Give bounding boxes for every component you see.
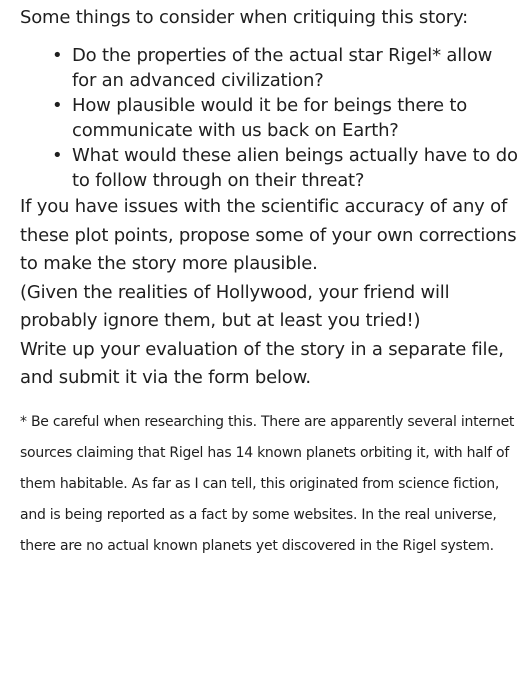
hollywood-paragraph: (Given the realities of Hollywood, your friend will probably ignore them, but at least you tried!) — [20, 281, 450, 331]
bullet-icon: • — [52, 145, 63, 166]
list-item — [52, 143, 520, 193]
list-item-text: Do the properties of the actual star Rigel* allow for an advanced civilization? — [72, 45, 493, 91]
intro-text: Some things to consider when critiquing this story: — [20, 7, 468, 28]
document-body — [20, 0, 520, 562]
list-item-text: What would these alien beings actually have to do to follow through on their threat? — [72, 145, 518, 191]
considerations-list — [20, 43, 520, 193]
list-item-text: How plausible would it be for beings there to communicate with us back on Earth? — [72, 95, 468, 141]
list-item — [52, 43, 520, 93]
bullet-icon: • — [52, 95, 63, 116]
rigel-footnote: * Be careful when researching this. There are apparently several internet sources claiming that Rigel has 14 known planets orbiting it, with half of them habitable. As far as I can tell, this originated from science fiction, and is being reported as a fact by some websites. In the real universe, there are no actual known planets yet discovered in the Rigel system. — [20, 413, 515, 554]
list-item — [52, 93, 520, 143]
submission-paragraph: Write up your evaluation of the story in a separate file, and submit it via the form below. — [20, 338, 504, 388]
corrections-paragraph: If you have issues with the scientific accuracy of any of these plot points, propose some of your own corrections to make the story more plausible. — [20, 196, 517, 274]
bullet-icon: • — [52, 45, 63, 66]
